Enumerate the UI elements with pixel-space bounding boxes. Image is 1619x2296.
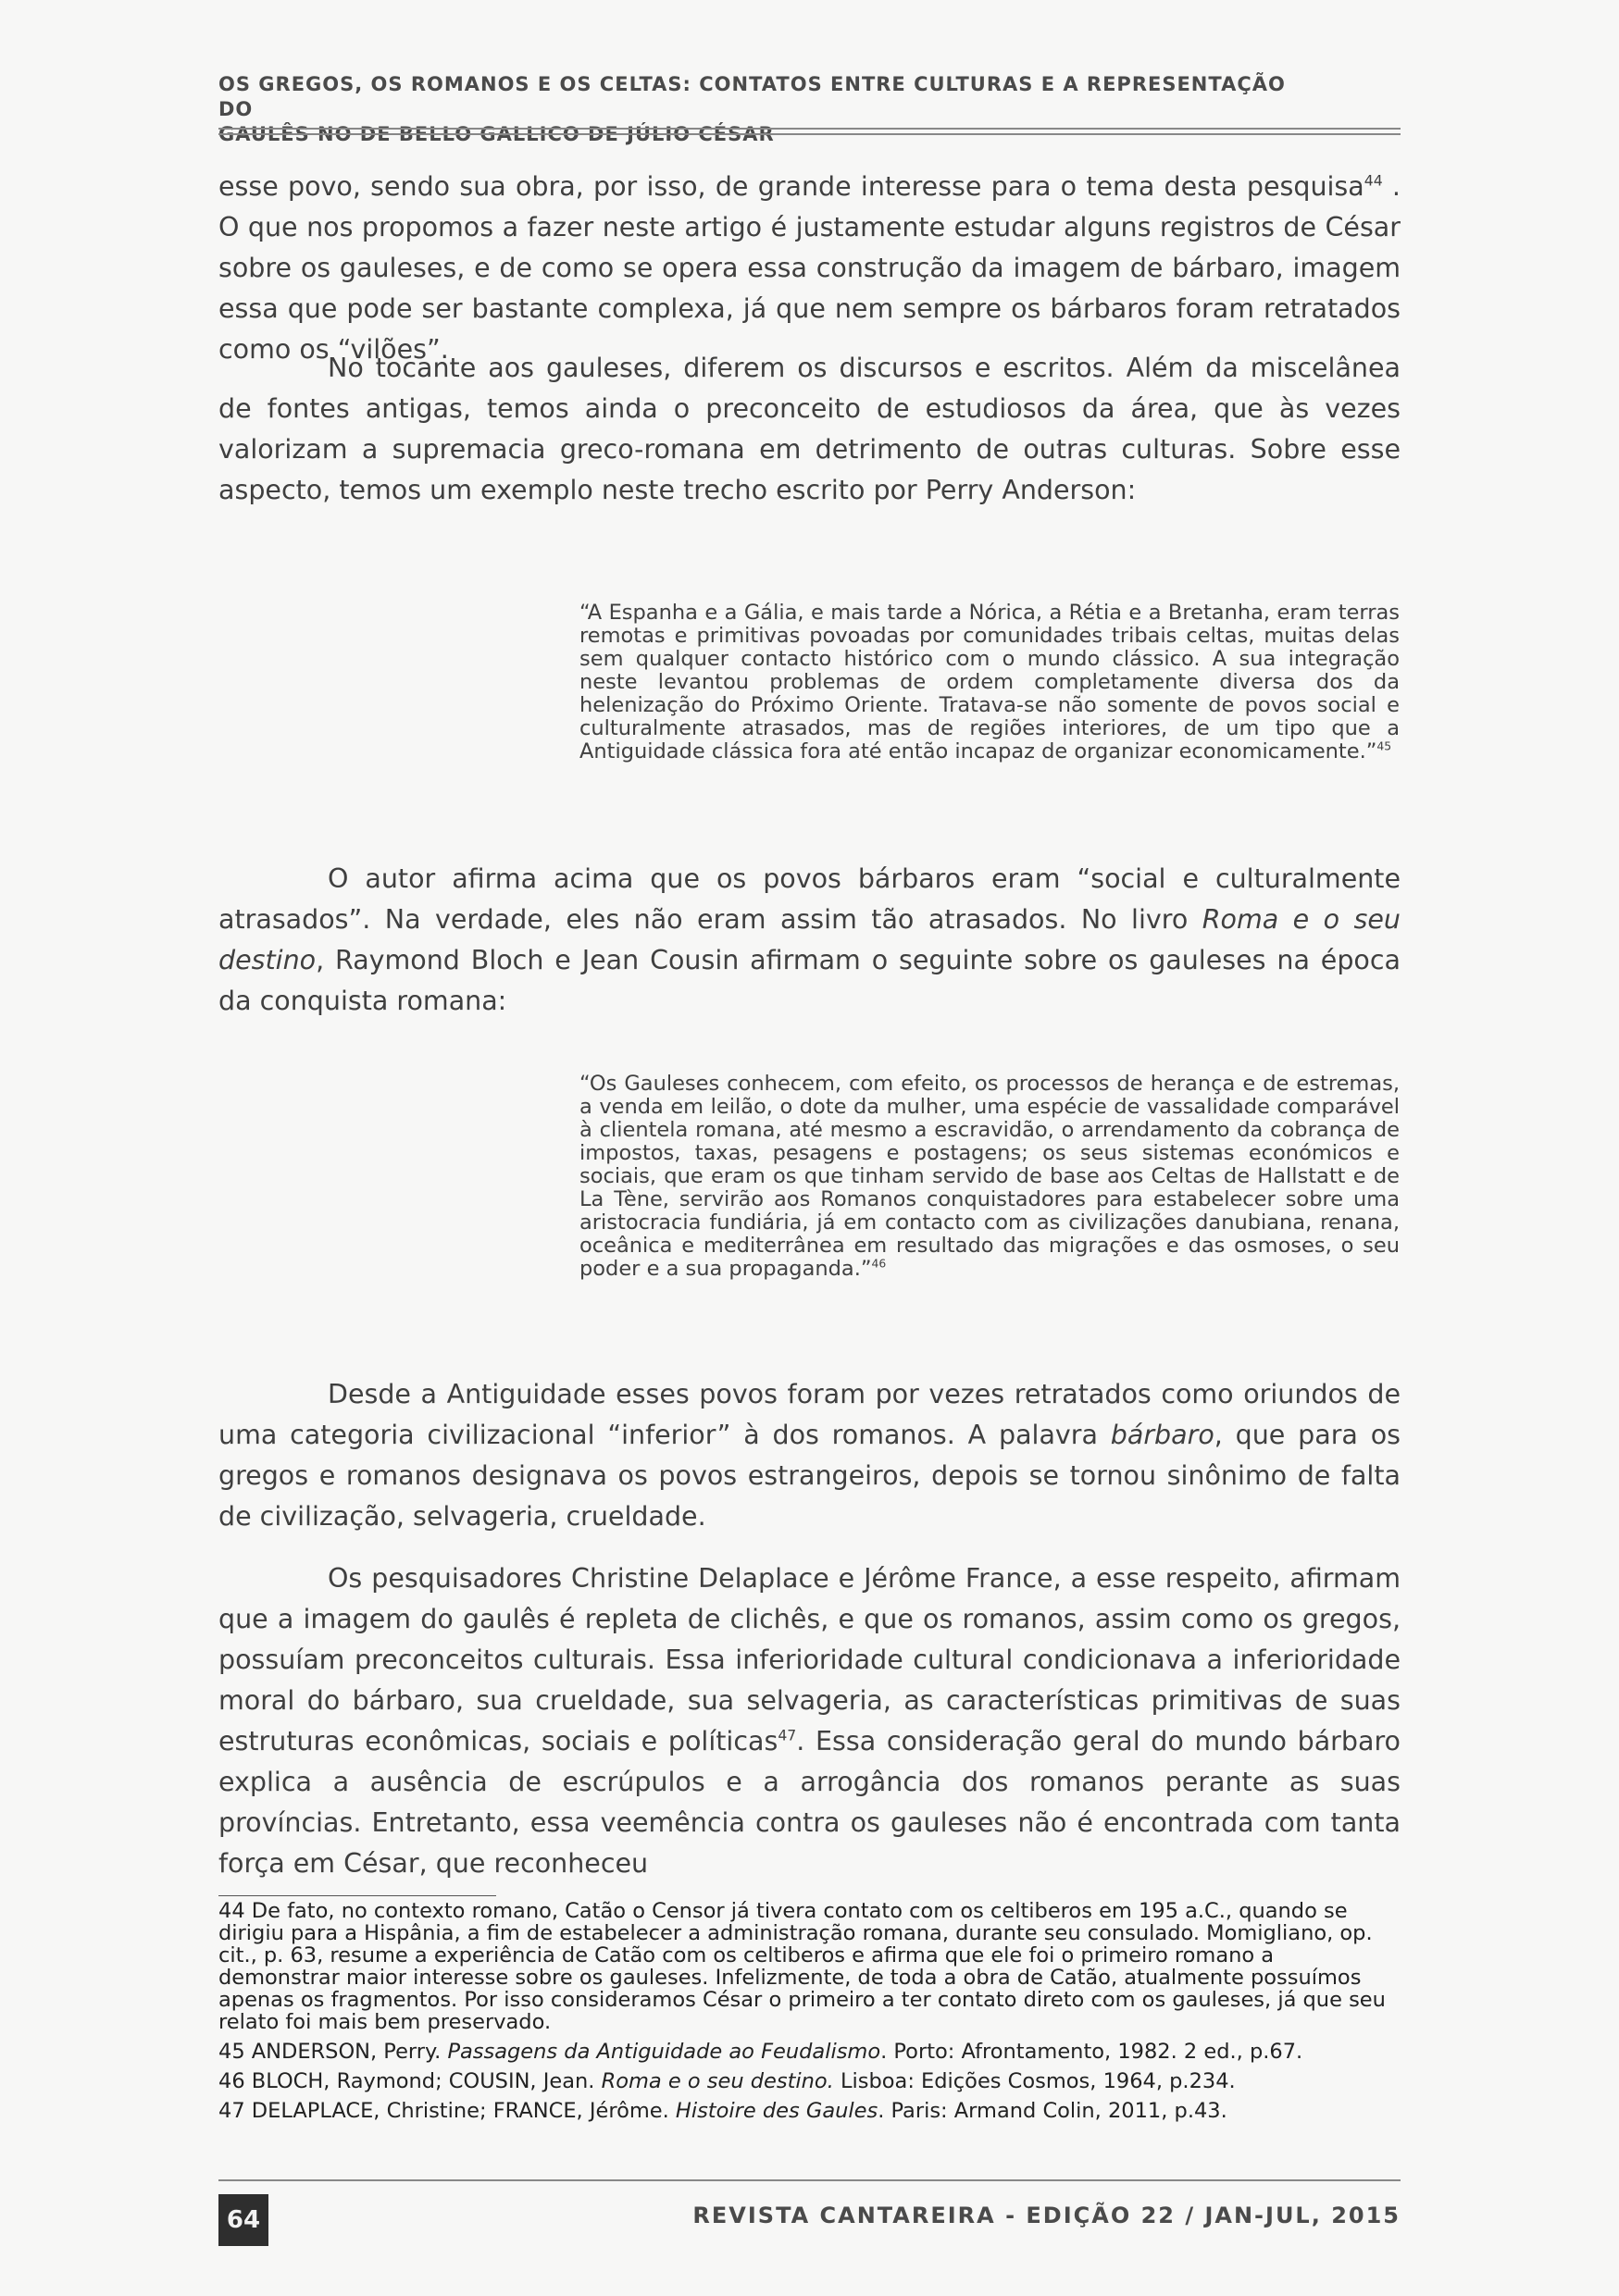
footnote-47: 47 DELAPLACE, Christine; FRANCE, Jérôme. Histoire des Gaules. Paris: Armand Colin, 2011, p.43.: [218, 2099, 1227, 2123]
block-quote-anderson: “A Espanha e a Gália, e mais tarde a Nórica, a Rétia e a Bretanha, eram terras remotas e primitivas povoadas por comunidades tribais celtas, muitas delas sem qualquer contacto histórico com o mundo clássico. A sua integração neste levantou problemas de ordem completamente diversa dos da helenização do Próximo Oriente. Tratava-se não somente de povos social e culturalmente atrasados, mas de regiões interiores, de um tipo que a Antiguidade clássica fora até então incapaz de organizar economicamente.”$^{45}$: [579, 601, 1400, 763]
header-title-line-2: GAULÊS NO DE BELLO GALLICO DE JÚLIO CÉSAR: [218, 123, 775, 145]
footnote-46: 46 BLOCH, Raymond; COUSIN, Jean. Roma e o seu destino. Lisboa: Edições Cosmos, 1964, p.234.: [218, 2069, 1236, 2093]
footnote-ref-47[interactable]: 47: [778, 1726, 797, 1744]
running-header: [218, 72, 1311, 147]
block-quote-bloch-cousin: “Os Gauleses conhecem, com efeito, os processos de herança e de estremas, a venda em leilão, o dote da mulher, uma espécie de vassalidade comparável à clientela romana, até mesmo a escravidão, o arrendamento da cobrança de impostos, taxas, pesagens e postagens; os seus sistemas económicos e sociais, que eram os que tinham servido de base aos Celtas de Hallstatt e de La Tène, servirão aos Romanos conquistadores para estabelecer sobre uma aristocracia fundiária, já em contacto com as civilizações danubiana, renana, oceânica e mediterrânea em resultado das migrações e das osmoses, o seu poder e a sua propaganda.”$^{46}$: [579, 1072, 1400, 1281]
term-barbaro: bárbaro: [1110, 1420, 1214, 1450]
footnote-separator: [218, 1895, 496, 1896]
footnote-45: 45 ANDERSON, Perry. Passagens da Antiguidade ao Feudalismo. Porto: Afrontamento, 1982. 2 ed., p.67.: [218, 2040, 1303, 2064]
paragraph-1: esse povo, sendo sua obra, por isso, de grande interesse para o tema desta pesquisa$^{44}$ . O que nos propomos a fazer neste artigo é justamente estudar alguns registros de César sobre os gauleses, e de como se opera essa construção da imagem de bárbaro, imagem essa que pode ser bastante complexa, já que nem sempre os bárbaros foram retratados como os “vilões”.: [218, 171, 1401, 365]
header-rule-bottom: [218, 133, 1401, 135]
footnote-44: 44 De fato, no contexto romano, Catão o Censor já tivera contato com os celtiberos em 195 a.C., quando se dirigiu para a Hispânia, a fim de estabelecer a administração romana, durante seu consulado. Momigliano, op. cit., p. 63, resume a experiência de Catão com os celtiberos e afirma que ele foi o primeiro romano a demonstrar maior interesse sobre os gauleses. Infelizmente, de toda a obra de Catão, atualmente possuímos apenas os fragmentos. Por isso consideramos César o primeiro a ter contato direto com os gauleses, já que seu relato foi mais bem preservado.: [218, 1899, 1386, 2034]
footnote-ref-46[interactable]: 46: [871, 1257, 887, 1271]
paragraph-4: Desde a Antiguidade esses povos foram por vezes retratados como oriundos de uma categoria civilizacional “inferior” à dos romanos. A palavra bárbaro, que para os gregos e romanos designava os povos estrangeiros, depois se tornou sinônimo de falta de civilização, selvageria, crueldade.: [218, 1379, 1401, 1532]
journal-name: REVISTA CANTAREIRA - EDIÇÃO 22 / JAN-JUL, 2015: [692, 2203, 1401, 2228]
paragraph-5: Os pesquisadores Christine Delaplace e Jérôme France, a esse respeito, afirmam que a imagem do gaulês é repleta de clichês, e que os romanos, assim como os gregos, possuíam preconceitos culturais. Essa inferioridade cultural condicionava a inferioridade moral do bárbaro, sua crueldade, sua selvageria, as características primitivas de suas estruturas econômicas, sociais e políticas$^{47}$. Essa consideração geral do mundo bárbaro explica a ausência de escrúpulos e a arrogância dos romanos perante as suas províncias. Entretanto, essa veemência contra os gauleses não é encontrada com tanta força em César, que reconheceu: [218, 1563, 1401, 1879]
header-title-line-1: OS GREGOS, OS ROMANOS E OS CELTAS: CONTATOS ENTRE CULTURAS E A REPRESENTAÇÃO DO: [218, 73, 1286, 120]
footnote-ref-45[interactable]: 45: [1376, 739, 1392, 753]
paragraph-3: O autor afirma acima que os povos bárbaros eram “social e culturalmente atrasados”. Na verdade, eles não eram assim tão atrasados. No livro Roma e o seu destino, Raymond Bloch e Jean Cousin afirmam o seguinte sobre os gauleses na época da conquista romana:: [218, 863, 1401, 1016]
footer-rule: [218, 2179, 1401, 2181]
book-title-roma: Roma e o seu destino: [218, 904, 1401, 975]
footnotes: [218, 1900, 1401, 2129]
page-number: 64: [218, 2194, 268, 2246]
paragraph-2: No tocante aos gauleses, diferem os discursos e escritos. Além da miscelânea de fontes antigas, temos ainda o preconceito de estudiosos da área, que às vezes valorizam a supremacia greco-romana em detrimento de outras culturas. Sobre esse aspecto, temos um exemplo neste trecho escrito por Perry Anderson:: [218, 353, 1401, 505]
footnote-ref-44[interactable]: 44: [1364, 171, 1383, 190]
header-rule-top: [218, 128, 1401, 130]
